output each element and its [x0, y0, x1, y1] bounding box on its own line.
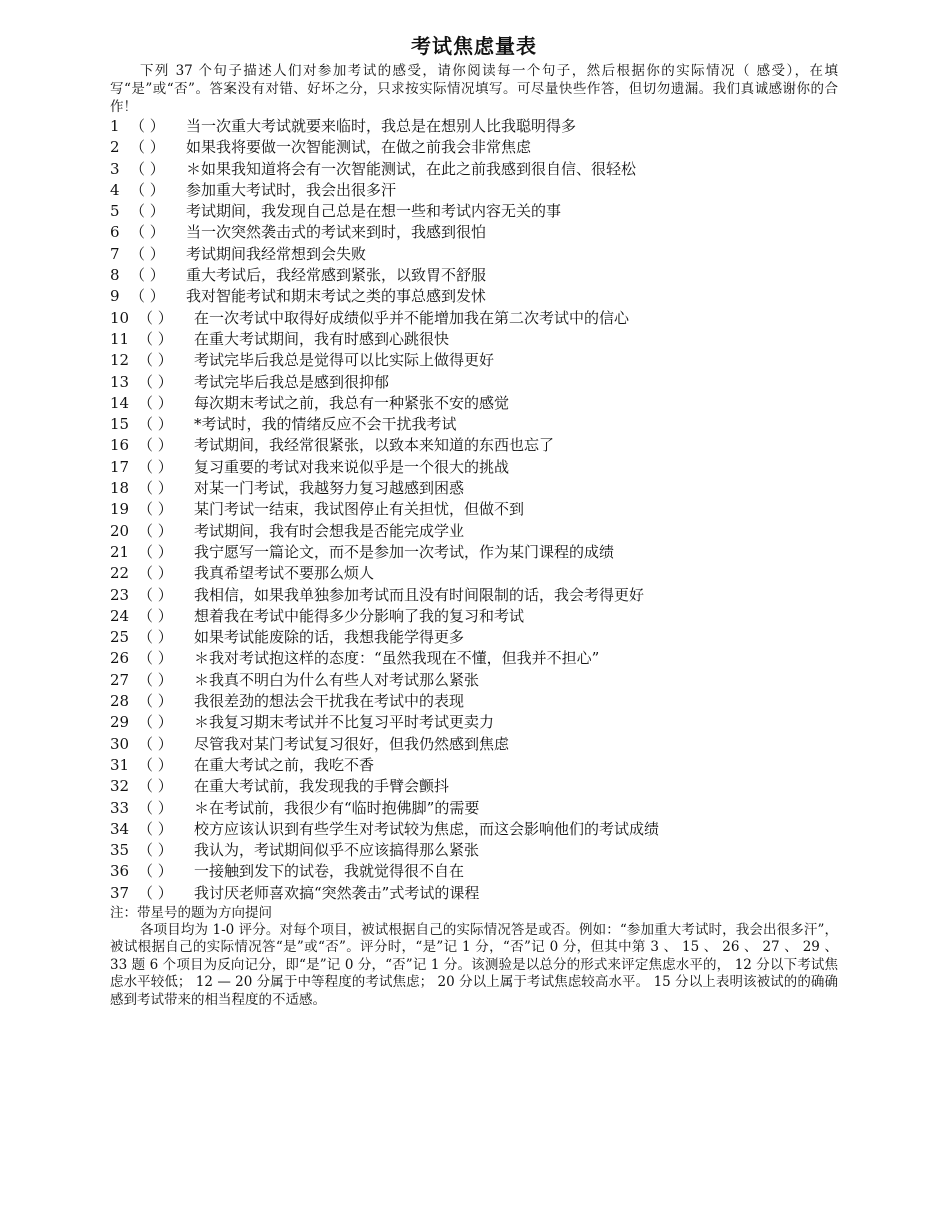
question-item — [110, 776, 838, 797]
question-number: 4 — [110, 180, 120, 199]
answer-blank[interactable]: （ ） — [130, 202, 165, 221]
question-item — [110, 521, 838, 542]
answer-blank[interactable]: （ ） — [130, 117, 165, 135]
question-item — [110, 734, 838, 755]
question-item — [110, 286, 838, 307]
answer-blank[interactable]: （ ） — [138, 606, 173, 625]
question-number: 33 — [110, 798, 130, 817]
question-text: ＊在考试前，我很少有“临时抱佛脚”的需要 — [194, 798, 480, 817]
question-item — [110, 840, 838, 861]
answer-blank[interactable]: （ ） — [130, 287, 165, 306]
answer-blank[interactable]: （ ） — [138, 500, 173, 519]
question-item — [110, 798, 838, 819]
answer-blank[interactable]: （ ） — [138, 415, 173, 434]
question-text: 如果考试能废除的话，我想我能学得更多 — [194, 628, 465, 647]
scoring-instructions: 各项目均为 1-0 评分。对每个项目，被试根据自己的实际情况答是或否。例如：“参加重大考试时，我会出很多汗”，被试根据自己的实际情况答“是”或“否”。评分时，“是”记 1 分，“否”记 0 分，但其中第 3 、 15 、 26 、 27 、 29 、 33 题 6 个项目为反向记分，即“是”记 0 分，“否”记 1 分。该测验是以总分的形式来评定焦虑水平的， 12 分以下考试焦虑水平较低； 12 — 20 分属于中等程度的考试焦虑； 20 分以上属于考试焦虑较高水平。 15 分以上表明该被试的的确确感到考试带来的相当程度的不适感。 — [110, 921, 838, 1008]
question-item — [110, 435, 838, 456]
question-number: 37 — [110, 883, 130, 902]
question-text: 想着我在考试中能得多少分影响了我的复习和考试 — [194, 606, 525, 625]
answer-blank[interactable]: （ ） — [138, 372, 173, 391]
answer-blank[interactable]: （ ） — [138, 755, 173, 774]
question-item — [110, 159, 838, 180]
question-text: 我对智能考试和期末考试之类的事总感到发怵 — [186, 287, 487, 306]
answer-blank[interactable]: （ ） — [130, 138, 165, 157]
question-text: 我真希望考试不要那么烦人 — [194, 564, 375, 583]
question-number: 1 — [110, 117, 120, 135]
answer-blank[interactable]: （ ） — [138, 862, 173, 881]
question-number: 7 — [110, 244, 120, 263]
questionnaire-page — [110, 34, 838, 1009]
answer-blank[interactable]: （ ） — [138, 308, 173, 327]
question-number: 35 — [110, 841, 130, 860]
question-number: 23 — [110, 585, 130, 604]
question-number: 2 — [110, 138, 120, 157]
question-item — [110, 563, 838, 584]
question-text: 考试完毕后我总是感到很抑郁 — [194, 372, 390, 391]
question-number: 16 — [110, 436, 130, 455]
question-number: 5 — [110, 202, 120, 221]
question-item — [110, 542, 838, 563]
question-text: 在重大考试期间，我有时感到心跳很快 — [194, 329, 450, 348]
question-text: 在一次考试中取得好成绩似乎并不能增加我在第二次考试中的信心 — [194, 308, 630, 327]
question-number: 34 — [110, 819, 130, 838]
question-number: 29 — [110, 713, 130, 732]
question-number: 22 — [110, 564, 130, 583]
question-text: 我宁愿写一篇论文，而不是参加一次考试，作为某门课程的成绩 — [194, 542, 615, 561]
answer-blank[interactable]: （ ） — [130, 159, 165, 178]
answer-blank[interactable]: （ ） — [138, 479, 173, 498]
question-number: 9 — [110, 287, 120, 306]
answer-blank[interactable]: （ ） — [138, 713, 173, 732]
answer-blank[interactable]: （ ） — [138, 670, 173, 689]
question-item — [110, 499, 838, 520]
question-text: ＊如果我知道将会有一次智能测试，在此之前我感到很自信、很轻松 — [186, 159, 637, 178]
question-number: 3 — [110, 159, 120, 178]
question-number: 12 — [110, 351, 130, 370]
question-item — [110, 712, 838, 733]
answer-blank[interactable]: （ ） — [138, 351, 173, 370]
question-text: ＊我对考试抱这样的态度：“虽然我现在不懂，但我并不担心” — [194, 649, 600, 668]
instructions-paragraph: 下列 37 个句子描述人们对参加考试的感受，请你阅读每一个句子，然后根据你的实际情况（ 感受），在填写“是”或“否”。答案没有对错、好坏之分，只求按实际情况填写。可尽量快些作答，但切勿遗漏。我们真诚感谢你的合作！ — [110, 63, 838, 115]
question-text: 某门考试一结束，我试图停止有关担忧，但做不到 — [194, 500, 525, 519]
answer-blank[interactable]: （ ） — [138, 564, 173, 583]
question-text: 考试期间，我经常很紧张，以致本来知道的东西也忘了 — [194, 436, 555, 455]
question-text: 考试期间，我有时会想我是否能完成学业 — [194, 521, 465, 540]
question-item — [110, 116, 838, 137]
answer-blank[interactable]: （ ） — [138, 777, 173, 796]
question-text: ＊我复习期末考试并不比复习平时考试更卖力 — [194, 713, 495, 732]
question-text: 在重大考试前，我发现我的手臂会颤抖 — [194, 777, 450, 796]
question-text: 每次期末考试之前，我总有一种紧张不安的感觉 — [194, 393, 510, 412]
question-number: 14 — [110, 393, 130, 412]
question-item — [110, 180, 838, 201]
question-number: 10 — [110, 308, 130, 327]
question-item — [110, 819, 838, 840]
question-text: 在重大考试之前，我吃不香 — [194, 755, 375, 774]
page-title: 考试焦虑量表 — [411, 34, 537, 58]
question-item — [110, 372, 838, 393]
answer-blank[interactable]: （ ） — [138, 436, 173, 455]
question-item — [110, 457, 838, 478]
question-number: 13 — [110, 372, 130, 391]
question-number: 20 — [110, 521, 130, 540]
answer-blank[interactable]: （ ） — [138, 329, 173, 348]
question-number: 6 — [110, 223, 120, 242]
question-text: 如果我将要做一次智能测试，在做之前我会非常焦虑 — [186, 138, 532, 157]
question-text: 我认为，考试期间似乎不应该搞得那么紧张 — [194, 841, 480, 860]
answer-blank[interactable]: （ ） — [138, 734, 173, 753]
question-text: 当一次突然袭击式的考试来到时，我感到很怕 — [186, 223, 487, 242]
answer-blank[interactable]: （ ） — [130, 266, 165, 285]
question-item — [110, 755, 838, 776]
question-text: 考试期间，我发现自己总是在想一些和考试内容无关的事 — [186, 202, 562, 221]
answer-blank[interactable]: （ ） — [130, 223, 165, 242]
question-text: 对某一门考试，我越努力复习越感到困惑 — [194, 479, 465, 498]
question-number: 27 — [110, 670, 130, 689]
answer-blank[interactable]: （ ） — [138, 819, 173, 838]
question-text: 考试期间我经常想到会失败 — [186, 244, 367, 263]
question-number: 8 — [110, 266, 120, 285]
answer-blank[interactable]: （ ） — [138, 692, 173, 711]
question-item — [110, 585, 838, 606]
question-number: 25 — [110, 628, 130, 647]
question-text: 我很差劲的想法会干扰我在考试中的表现 — [194, 692, 465, 711]
question-item — [110, 393, 838, 414]
answer-blank[interactable]: （ ） — [130, 244, 165, 263]
question-item — [110, 627, 838, 648]
question-text: 校方应该认识到有些学生对考试较为焦虑，而这会影响他们的考试成绩 — [194, 819, 660, 838]
question-number: 28 — [110, 692, 130, 711]
answer-blank[interactable]: （ ） — [138, 883, 173, 902]
answer-blank[interactable]: （ ） — [138, 521, 173, 540]
question-text: 尽管我对某门考试复习很好，但我仍然感到焦虑 — [194, 734, 510, 753]
question-item — [110, 222, 838, 243]
question-item — [110, 670, 838, 691]
answer-blank[interactable]: （ ） — [138, 393, 173, 412]
question-item — [110, 691, 838, 712]
question-number: 36 — [110, 862, 130, 881]
question-number: 26 — [110, 649, 130, 668]
question-item — [110, 606, 838, 627]
question-item — [110, 861, 838, 882]
question-number: 24 — [110, 606, 130, 625]
question-item — [110, 414, 838, 435]
question-text: ＊我真不明白为什么有些人对考试那么紧张 — [194, 670, 480, 689]
question-number: 30 — [110, 734, 130, 753]
question-item — [110, 478, 838, 499]
question-number: 21 — [110, 542, 130, 561]
question-number: 11 — [110, 329, 130, 348]
question-text: 当一次重大考试就要来临时，我总是在想别人比我聪明得多 — [186, 117, 577, 135]
question-item — [110, 265, 838, 286]
question-item — [110, 329, 838, 350]
question-item — [110, 308, 838, 329]
question-text: 复习重要的考试对我来说似乎是一个很大的挑战 — [194, 457, 510, 476]
answer-blank[interactable]: （ ） — [138, 457, 173, 476]
question-item — [110, 350, 838, 371]
answer-blank[interactable]: （ ） — [138, 649, 173, 668]
question-item — [110, 648, 838, 669]
question-item — [110, 201, 838, 222]
question-number: 19 — [110, 500, 130, 519]
question-number: 18 — [110, 479, 130, 498]
answer-blank[interactable]: （ ） — [138, 798, 173, 817]
question-text: 重大考试后，我经常感到紧张，以致胃不舒服 — [186, 266, 487, 285]
question-item — [110, 883, 838, 904]
question-text: 参加重大考试时，我会出很多汗 — [186, 180, 397, 199]
question-item — [110, 137, 838, 158]
question-text: *考试时，我的情绪反应不会干扰我考试 — [194, 415, 457, 434]
question-text: 一接触到发下的试卷，我就觉得很不自在 — [194, 862, 465, 881]
question-list — [110, 116, 838, 904]
question-item — [110, 244, 838, 265]
question-number: 31 — [110, 755, 130, 774]
answer-blank[interactable]: （ ） — [138, 628, 173, 647]
answer-blank[interactable]: （ ） — [138, 841, 173, 860]
answer-blank[interactable]: （ ） — [138, 542, 173, 561]
question-number: 32 — [110, 777, 130, 796]
question-text: 我相信，如果我单独参加考试而且没有时间限制的话，我会考得更好 — [194, 585, 645, 604]
answer-blank[interactable]: （ ） — [138, 585, 173, 604]
question-text: 我讨厌老师喜欢搞“突然袭击”式考试的课程 — [194, 883, 480, 902]
question-number: 17 — [110, 457, 130, 476]
answer-blank[interactable]: （ ） — [130, 180, 165, 199]
question-number: 15 — [110, 415, 130, 434]
question-text: 考试完毕后我总是觉得可以比实际上做得更好 — [194, 351, 495, 370]
asterisk-note: 注：带星号的题为方向提问 — [110, 904, 272, 921]
